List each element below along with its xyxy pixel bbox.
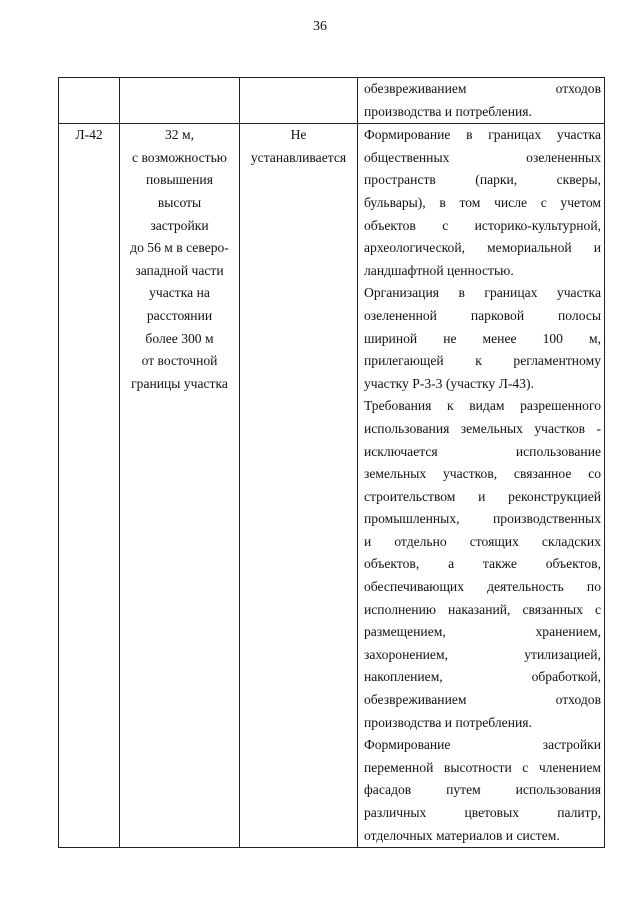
page-number: 36 [313,19,327,34]
continued-limit-cell [240,78,358,124]
continued-height-cell [120,78,240,124]
text-line: высоты [157,194,202,210]
text-line: исключается использование [364,443,601,459]
continued-row [59,78,605,124]
text-line: объектов с историко-культурной, [364,217,601,233]
text-line: земельных участков, связанное со [364,466,601,482]
text-line: общественных озелененных [364,149,601,165]
text-line: Не [290,127,307,143]
text-line: от восточной [141,353,218,369]
text-line: более 300 м [145,330,214,346]
text-line: производства и потребления. [364,714,532,730]
text-line: обезвреживанием отходов [364,81,601,96]
text-line: границы участка [131,375,228,391]
text-line: прилегающей к регламентному [364,353,601,369]
text-line: с возможностью [132,149,227,165]
text-line: западной части [135,262,224,278]
zone-code: Л-42 [75,127,103,143]
zone-code-cell [59,124,120,848]
continued-code-cell [59,78,120,124]
text-line: строительством и реконструкцией [364,488,601,504]
height-cell [120,124,240,848]
text-line: повышения [146,172,213,188]
text-line: пространств (парки, скверы, [364,172,601,188]
text-line: Формирование застройки [364,737,601,753]
text-line: различных цветовых палитр, [364,805,601,820]
text-line: использования земельных участков - [364,420,601,436]
text-line: захоронением, утилизацией, [364,646,601,662]
requirements-cell [358,124,605,848]
text-line: застройки [150,217,209,233]
text-line: исполнению наказаний, связанных с [364,601,601,617]
text-line: участку Р-3-3 (участку Л-43). [364,375,534,391]
text-line: промышленных, производственных [364,511,601,527]
text-line: обеспечивающих деятельность по [364,579,601,595]
text-line: расстоянии [146,307,213,323]
text-line: озелененной парковой полосы [364,307,601,323]
text-line: до 56 м в северо- [130,240,229,256]
text-line: отделочных материалов и систем. [364,827,560,843]
text-line: фасадов путем использования [364,782,601,798]
text-line: 32 м, [165,127,194,143]
text-line: археологической, мемориальной и [364,240,601,256]
limit-cell [240,124,358,848]
table-row [59,124,605,848]
regulation-table [58,77,605,848]
text-line: размещением, хранением, [364,624,601,640]
text-line: производства и потребления. [364,103,532,119]
text-line: ландшафтной ценностью. [364,262,514,278]
text-line: Требования к видам разрешенного [364,398,601,414]
text-line: участка на [149,285,210,301]
text-line: Организация в границах участка [364,285,601,301]
text-line: и отдельно стоящих складских [364,533,601,549]
text-line: объектов, а также объектов, [364,556,601,572]
text-line: шириной не менее 100 м, [364,330,601,346]
text-line: устанавливается [250,149,347,165]
continued-requirements-cell [358,78,605,124]
text-line: бульвары), в том числе с учетом [364,194,601,210]
text-line: накоплением, обработкой, [364,669,601,685]
text-line: Формирование в границах участка [364,127,601,143]
text-line: переменной высотности с членением [364,759,601,775]
text-line: обезвреживанием отходов [364,692,601,708]
